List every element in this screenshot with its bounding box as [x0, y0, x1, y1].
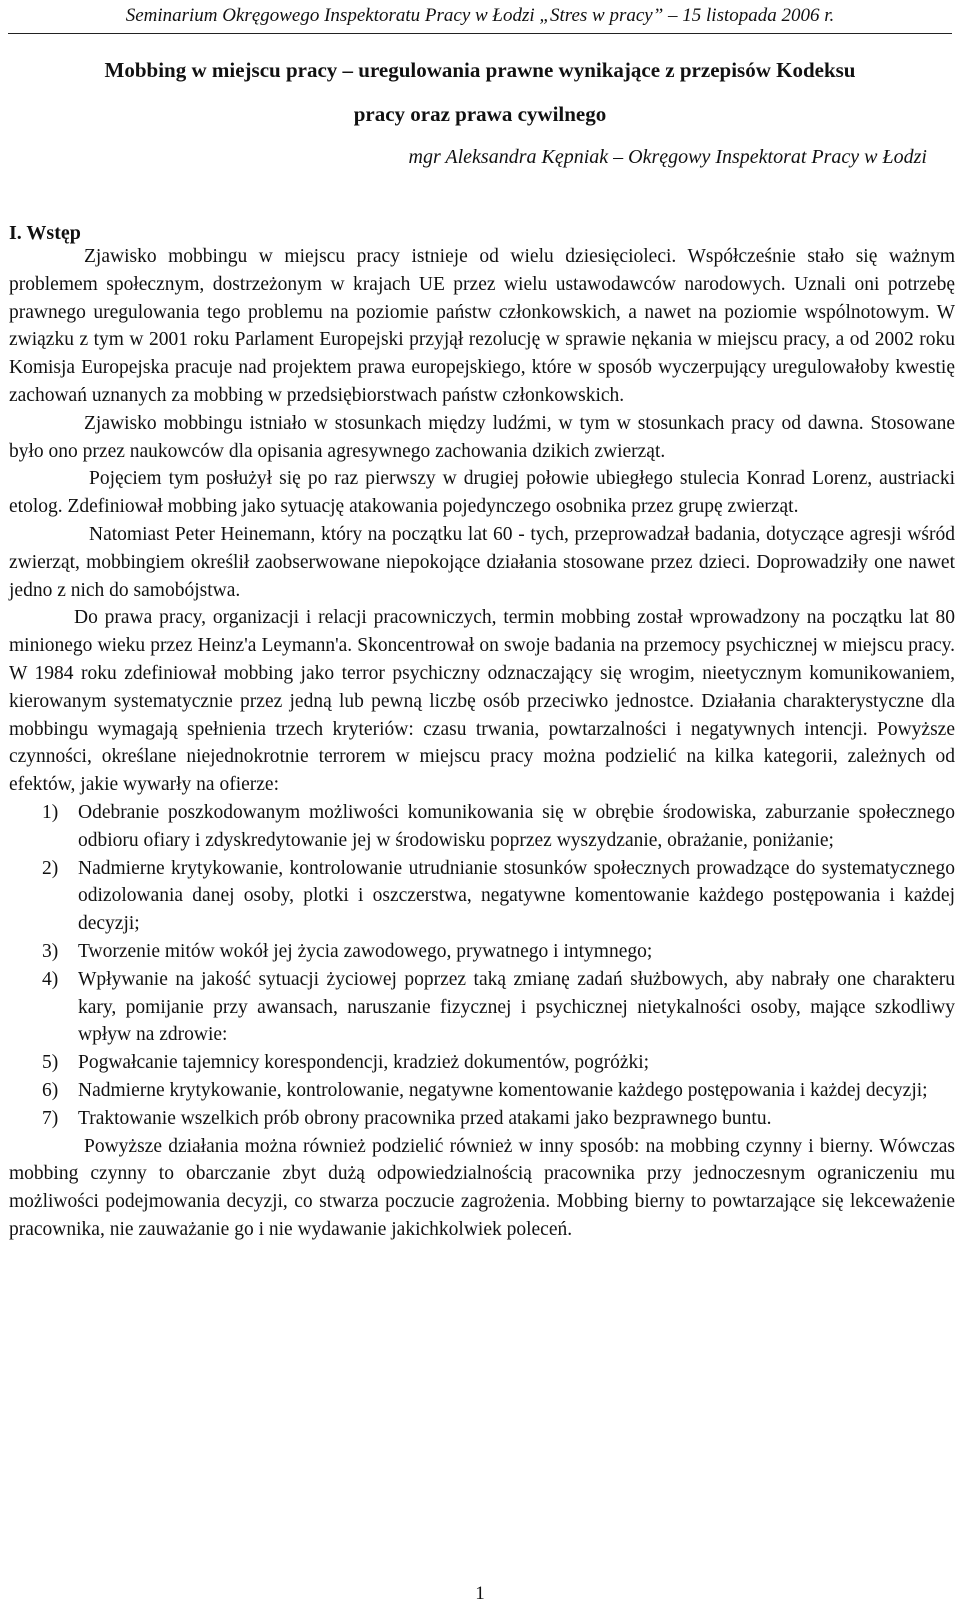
paragraph: Natomiast Peter Heinemann, który na początku lat 60 - tych, przeprowadzał badania, dotyczące agresji wśród zwierząt, mobbingiem określił zaobserwowane niepokojące działania stosowane przez dzieci. Doprowadziły one nawet jedno z nich do samobójstwa. [9, 523, 955, 601]
list-item-text: Nadmierne krytykowanie, kontrolowanie utrudnianie stosunków społecznych prowadzące do systematycznego odizolowania danej osoby, plotki i oszczerstwa, negatywne komentowanie każdego postępowania i każdej decyzji; [78, 857, 955, 935]
paragraph: Do prawa pracy, organizacji i relacji pracowniczych, termin mobbing został wprowadzony na początku lat 80 minionego wieku przez Heinz'a Leymann'a. Skoncentrował on swoje badania na przemocy psychicznej w miejscu pracy. W 1984 roku zdefiniował mobbing jako terror psychiczny odznaczający się wrogim, nieetycznym komunikowaniem, kierowanym systematycznie przez jedną lub pewną liczbę osób przeciwko jednostce. Działania charakterystyczne dla mobbingu wymagają spełnienia trzech kryteriów: czasu trwania, powtarzalności i negatywnych intencji. Powyższe czynności, określane niejednokrotnie terrorem w miejscu pracy można podzielić na kilka kategorii, zależnych od efektów, jakie wywarły na ofierze: [9, 607, 955, 796]
body-text [9, 243, 955, 1244]
paragraph: Powyższe działania można również podzielić również w inny sposób: na mobbing czynny i bierny. Wówczas mobbing czynny to obarczanie zbyt dużą odpowiedzialnością pracownika przy jednoczesnym ograniczeniu mu możliwości podejmowania decyzji, co stwarza poczucie zagrożenia. Mobbing bierny to powtarzające się lekceważenie pracownika, nie zauważanie go i nie wydawanie jakichkolwiek poleceń. [9, 1135, 955, 1240]
list-item-text: Pogwałcanie tajemnicy korespondencji, kradzież dokumentów, pogróżki; [78, 1052, 650, 1074]
document-title-line-2: pracy oraz prawa cywilnego [353, 102, 607, 126]
list-item-text: Traktowanie wszelkich prób obrony pracownika przed atakami jako bezprawnego buntu. [78, 1107, 772, 1129]
page-number: 1 [475, 1583, 485, 1604]
list-item-number: 5) [42, 1052, 59, 1074]
list-item-text: Nadmierne krytykowanie, kontrolowanie, negatywne komentowanie każdego postępowania i każdej decyzji; [78, 1079, 928, 1101]
list-item [9, 799, 955, 855]
author-line: mgr Aleksandra Kępniak – Okręgowy Inspektorat Pracy w Łodzi [408, 146, 927, 168]
list-item [9, 966, 955, 1049]
list-item-number: 7) [42, 1107, 59, 1129]
list-item [9, 855, 955, 938]
paragraph: Pojęciem tym posłużył się po raz pierwszy w drugiej połowie ubiegłego stulecia Konrad Lorenz, austriacki etolog. Zdefiniował mobbing jako sytuację atakowania pojedynczego osobnika przez grupę zwierząt. [9, 468, 955, 518]
list-item-number: 1) [42, 801, 59, 823]
header-divider [8, 33, 952, 34]
list-item [9, 1077, 955, 1105]
list-item-number: 2) [42, 857, 59, 879]
section-heading: I. Wstęp [9, 222, 81, 244]
list-item-number: 4) [42, 968, 59, 990]
list-item-number: 6) [42, 1079, 59, 1101]
running-header: Seminarium Okręgowego Inspektoratu Pracy w Łodzi „Stres w pracy” – 15 listopada 2006 r. [125, 5, 835, 26]
list-item [9, 1105, 955, 1133]
list-item [9, 1049, 955, 1077]
paragraph: Zjawisko mobbingu istniało w stosunkach między ludźmi, w tym w stosunkach pracy od dawna. Stosowane było ono przez naukowców dla opisania agresywnego zachowania dzikich zwierząt. [9, 412, 955, 462]
list-item-text: Wpływanie na jakość sytuacji życiowej poprzez taką zmianę zadań służbowych, aby nabrały one charakteru kary, pomijanie przy awansach, naruszanie fizycznej i psychicznej nietykalności osoby, mające szkodliwy wpływ na zdrowie: [78, 968, 955, 1046]
list-item-number: 3) [42, 940, 59, 962]
list-item [9, 938, 955, 966]
mobbing-categories-list [9, 799, 955, 1133]
paragraph: Zjawisko mobbingu w miejscu pracy istnieje od wielu dziesięcioleci. Współcześnie stało się ważnym problemem społecznym, dostrzeżonym w krajach UE przez wielu ustawodawców narodowych. Uznali oni potrzebę prawnego uregulowania tego problemu na poziomie państw członkowskich, a nawet na poziomie wspólnotowym. W związku z tym w 2001 roku Parlament Europejski przyjął rezolucję w sprawie nękania w miejscu pracy, a od 2002 roku Komisja Europejska pracuje nad projektem prawa europejskiego, które w sposób wyczerpujący uregulowałoby kwestię zachowań uznanych za mobbing w przedsiębiorstwach państw członkowskich. [9, 246, 955, 406]
list-item-text: Tworzenie mitów wokół jej życia zawodowego, prywatnego i intymnego; [78, 940, 653, 962]
document-title-line-1: Mobbing w miejscu pracy – uregulowania prawne wynikające z przepisów Kodeksu [104, 58, 856, 82]
list-item-text: Odebranie poszkodowanym możliwości komunikowania się w obrębie środowiska, zaburzanie społecznego odbioru ofiary i zdyskredytowanie jej w środowisku poprzez wyszydzanie, obrażanie, poniżanie; [78, 801, 955, 851]
